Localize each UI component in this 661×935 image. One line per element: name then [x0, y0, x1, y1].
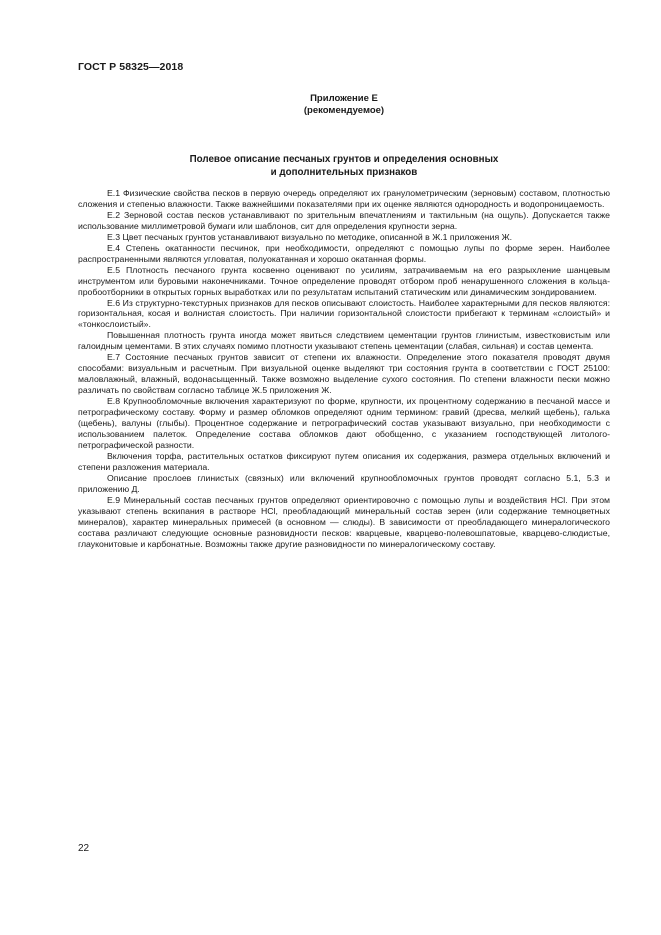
standard-designation: ГОСТ Р 58325—2018: [78, 61, 184, 73]
paragraph-e1: Е.1 Физические свойства песков в первую очередь определяют их гранулометрическим (зерновым) составом, плотностью сложения и степенью влажности. Также важнейшими показателями при их оценке являются однородность и водопроницаемость.: [78, 188, 610, 209]
paragraph-e6: Е.6 Из структурно-текстурных признаков для песков описывают слоистость. Наиболее характерными для песков являются: горизонтальная, косая и волнистая слоистость. При наличии горизонтальной слоистости прибегают к терминам «слоистый» и «тонкослоистый».: [78, 297, 610, 330]
body-text: [78, 188, 610, 549]
paragraph-e7: Е.7 Состояние песчаных грунтов зависит от степени их влажности. Определение этого показателя проводят двумя способами: визуальным и расчетным. При визуальной оценке выделяют три состояния грунта в соответствии с ГОСТ 25100: маловлажный, влажный, водонасыщенный. Также возможно выделение сухого состояния. По степени влажности пески можно различать по свойствам согласно таблице Ж.5 приложения Ж.: [78, 352, 610, 396]
page-number: 22: [78, 843, 90, 854]
paragraph-cementation: Повышенная плотность грунта иногда может явиться следствием цементации грунтов глинистым, известковистым или галоидным цементами. В этих случаях помимо плотности указывают степень цементации (слабая, сильная) и состав цемента.: [78, 330, 610, 352]
paragraph-e3: Е.3 Цвет песчаных грунтов устанавливают визуально по методике, описанной в Ж.1 приложения Ж.: [107, 231, 513, 242]
paragraph-e4: Е.4 Степень окатанности песчинок, при необходимости, определяют с помощью лупы по форме зерен. Наиболее распространенными являются угловатая, полуокатанная и хорошо окатанная формы.: [78, 242, 610, 264]
section-title-line-2: и дополнительных признаков: [270, 167, 418, 178]
paragraph-e2: Е.2 Зерновой состав песков устанавливают по зрительным впечатлениям и тактильным (на ощупь). Допускается также использование миллиметровой бумаги или шаблонов, сит для определения крупности зерна.: [78, 209, 610, 231]
paragraph-peat-inclusions: Включения торфа, растительных остатков фиксируют путем описания их содержания, размера отдельных включений и степени разложения материала.: [78, 450, 610, 472]
section-title: [78, 153, 610, 179]
annex-heading: [78, 93, 610, 117]
annex-status: (рекомендуемое): [303, 105, 385, 116]
paragraph-interlayers: Описание прослоев глинистых (связных) или включений крупнообломочных грунтов проводят согласно 5.1, 5.3 и приложению Д.: [78, 472, 610, 494]
annex-title: Приложение Е: [310, 93, 378, 104]
paragraph-e5: Е.5 Плотность песчаного грунта косвенно оценивают по усилиям, затрачиваемым на его разрыхление шанцевым инструментом или буровыми наконечниками. Точное определение проводят отбором проб ненарушенного сложения в кольца-пробоотборники в открытых горных выработках или по результатам испытаний статическим или динамическим зондированием.: [78, 264, 610, 297]
paragraph-e9: Е.9 Минеральный состав песчаных грунтов определяют ориентировочно с помощью лупы и воздействия HCl. При этом указывают степень вскипания в растворе HCl, преобладающий минеральный состав зерен (или содержание темноцветных минералов), характер минеральных примесей (в основном — слюды). В зависимости от преобладающего минералогического состава различают следующие основные разновидности песков: кварцевые, кварцево-полевошпатовые, кварцево-слюдистые, глауконитовые и карбонатные. Возможны также другие разновидности по минералогическому составу.: [78, 494, 610, 549]
paragraph-e8: Е.8 Крупнообломочные включения характеризуют по форме, крупности, их процентному содержанию в песчаной массе и петрографическому составу. Форму и размер обломков определяют одним термином: гравий (дресва, мелкий щебень), галька (щебень), валуны (глыбы). Процентное содержание и петрографический состав указывают визуально, при необходимости с использованием палеток. Определение состава обломков дают обобщенно, с указанием господствующей литолого-петрографической разности.: [78, 396, 610, 450]
section-title-line-1: Полевое описание песчаных грунтов и определения основных: [189, 154, 499, 165]
